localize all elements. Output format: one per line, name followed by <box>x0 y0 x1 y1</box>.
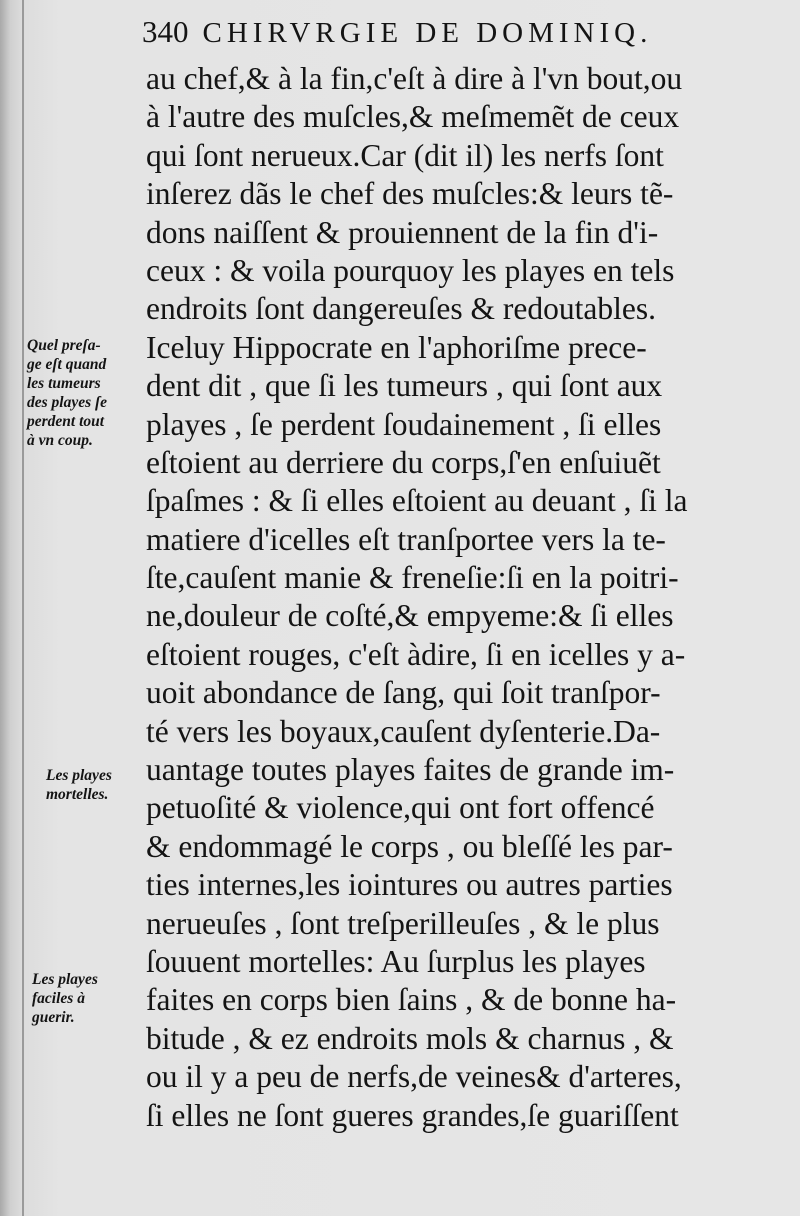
text-line: faites en corps bien ſains , & de bonne ha- <box>146 982 677 1018</box>
text-line: Iceluy Hippocrate en l'aphoriſme prece- <box>146 329 647 365</box>
text-line: ne,douleur de coſté,& empyeme:& ſi elles <box>146 598 674 634</box>
text-line: ceux : & voila pourquoy les playes en tels <box>146 252 675 288</box>
margin-note-easy-wounds <box>32 970 150 1027</box>
text-line: dent dit , que ſi les tumeurs , qui ſont aux <box>146 368 663 404</box>
running-title: CHIRVRGIE DE DOMINIQ. <box>202 17 653 49</box>
text-line: ſpaſmes : & ſi elles eſtoient au deuant , ſi la <box>146 483 688 519</box>
text-line: inſerez dãs le chef des muſcles:& leurs tẽ- <box>146 176 674 212</box>
margin-note-line: ge eſt quand <box>27 356 107 373</box>
body-text <box>146 60 786 1135</box>
margin-note-line: faciles à <box>32 990 85 1007</box>
text-line: ou il y a peu de nerfs,de veines& d'arteres, <box>146 1059 682 1095</box>
margin-note-line: à vn coup. <box>27 432 93 449</box>
margin-note-line: Les playes <box>32 971 98 988</box>
margin-note-line: Les playes <box>46 767 112 784</box>
text-line: nerueuſes , ſont treſperilleuſes , & le plus <box>146 905 660 941</box>
margin-note-line: mortelles. <box>46 786 109 803</box>
text-line: bitude , & ez endroits mols & charnus , & <box>146 1020 674 1056</box>
page-gutter <box>22 0 24 1216</box>
text-line: & endommagé le corps , ou bleſſé les par- <box>146 828 673 864</box>
text-line: eſtoient au derriere du corps,ſ'en enſuiuẽt <box>146 444 661 480</box>
margin-note-mortal-wounds <box>46 766 164 804</box>
text-line: à l'autre des muſcles,& meſmemẽt de ceux <box>146 99 680 135</box>
margin-note-line: les tumeurs <box>27 375 101 392</box>
margin-note-line: Quel preſa- <box>27 337 101 354</box>
text-line: ſte,cauſent manie & freneſie:ſi en la poitri- <box>146 560 679 596</box>
text-line: ſouuent mortelles: Au ſurplus les playes <box>146 943 646 979</box>
text-line: dons naiſſent & prouiennent de la fin d'i- <box>146 214 659 250</box>
text-line: endroits ſont dangereuſes & redoutables. <box>146 291 656 327</box>
text-line: eſtoient rouges, c'eſt àdire, ſi en icelles y a- <box>146 636 686 672</box>
running-header <box>142 14 782 54</box>
text-line: petuoſité & violence,qui ont fort offencé <box>146 790 655 826</box>
text-line: playes , ſe perdent ſoudainement , ſi elles <box>146 406 662 442</box>
text-line: té vers les boyaux,cauſent dyſenterie.Da- <box>146 713 661 749</box>
text-line: qui ſont nerueux.Car (dit il) les nerfs ſont <box>146 137 664 173</box>
margin-note-presage <box>27 336 145 450</box>
text-line: ſi elles ne ſont gueres grandes,ſe guariſſent <box>146 1097 679 1133</box>
text-line: uoit abondance de ſang, qui ſoit tranſpor- <box>146 675 661 711</box>
text-line: matiere d'icelles eſt tranſportee vers la te- <box>146 521 666 557</box>
text-line: au chef,& à la fin,c'eſt à dire à l'vn bout,ou <box>146 61 683 96</box>
margin-note-line: guerir. <box>32 1009 75 1026</box>
text-line: ties internes,les iointures ou autres parties <box>146 867 673 903</box>
margin-note-line: perdent tout <box>27 413 105 430</box>
page-number: 340 <box>142 14 189 49</box>
margin-note-line: des playes ſe <box>27 394 108 411</box>
text-line: uantage toutes playes faites de grande im- <box>146 752 675 788</box>
